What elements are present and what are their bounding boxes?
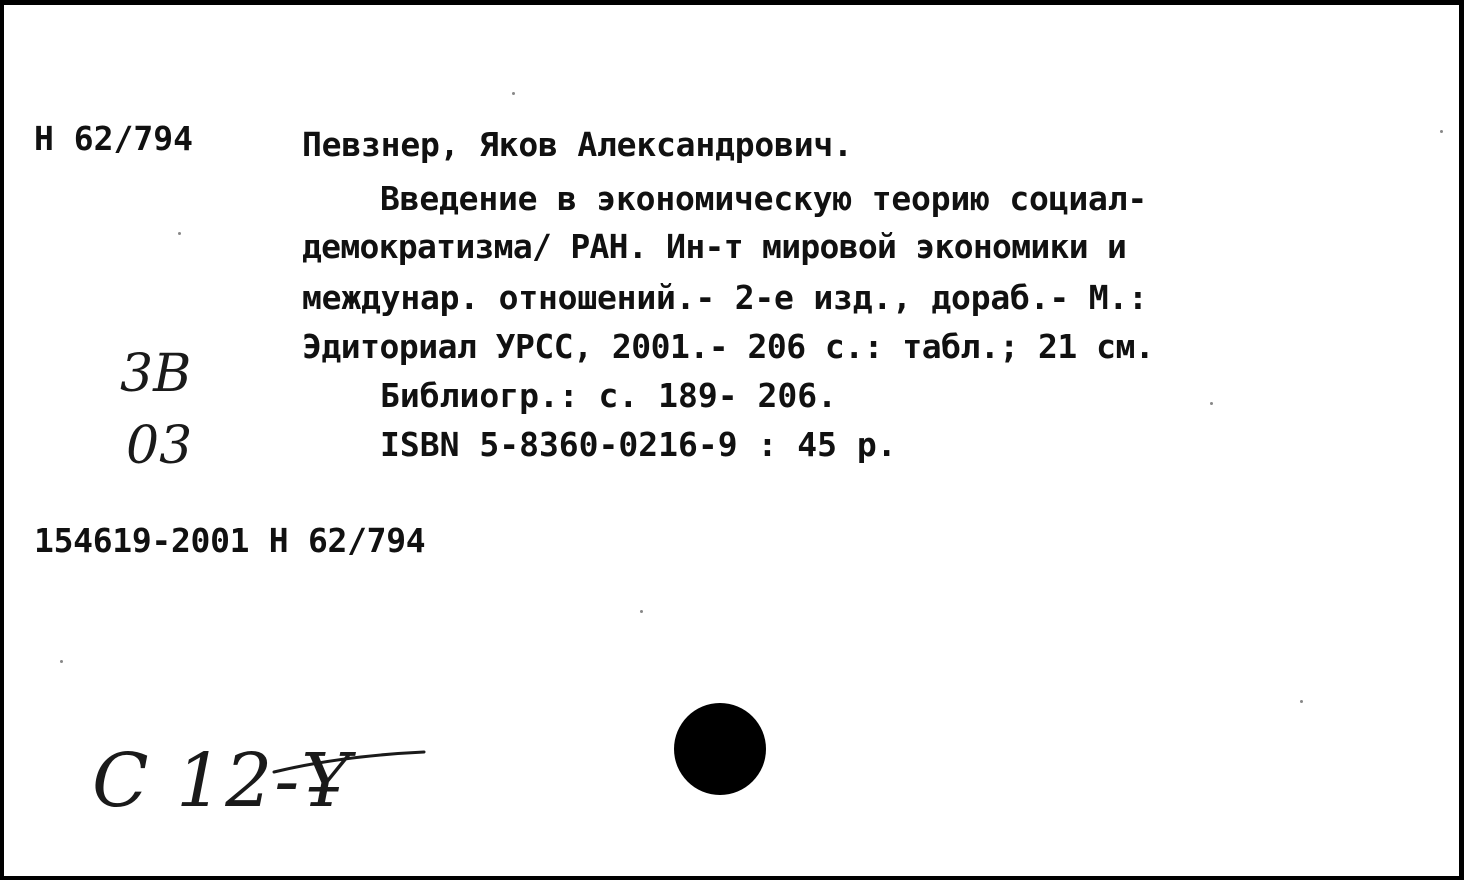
speck (60, 660, 63, 663)
title-line-3: междунар. отношений.- 2-е изд., дораб.- М.: (302, 278, 1148, 317)
speck (640, 610, 643, 613)
author-heading: Певзнер, Яков Александрович. (302, 125, 853, 164)
title-line-1: Введение в экономическую теорию социал- (380, 179, 1148, 218)
bibliography-note: Библиогр.: с. 189- 206. (380, 376, 837, 415)
title-line-4: Эдиториал УРСС, 2001.- 206 с.: табл.; 21 см. (302, 327, 1155, 366)
inventory-line: 154619-2001 Н 62/794 (34, 521, 426, 560)
isbn-price: ISBN 5-8360-0216-9 : 45 р. (380, 425, 897, 464)
punch-hole (674, 703, 766, 795)
call-number-top: Н 62/794 (34, 119, 193, 158)
speck (1300, 700, 1303, 703)
handwritten-mark-03: 03 (126, 416, 193, 476)
speck (178, 232, 181, 235)
handwritten-underline-stroke (270, 748, 430, 778)
handwritten-mark-3v: 3В (120, 344, 192, 404)
speck (1440, 130, 1443, 133)
speck (512, 92, 515, 95)
handwritten-bottom-mark: С 12-Ұ (92, 738, 353, 824)
speck (1210, 402, 1213, 405)
title-line-2: демократизма/ РАН. Ин-т мировой экономики и (302, 227, 1127, 266)
